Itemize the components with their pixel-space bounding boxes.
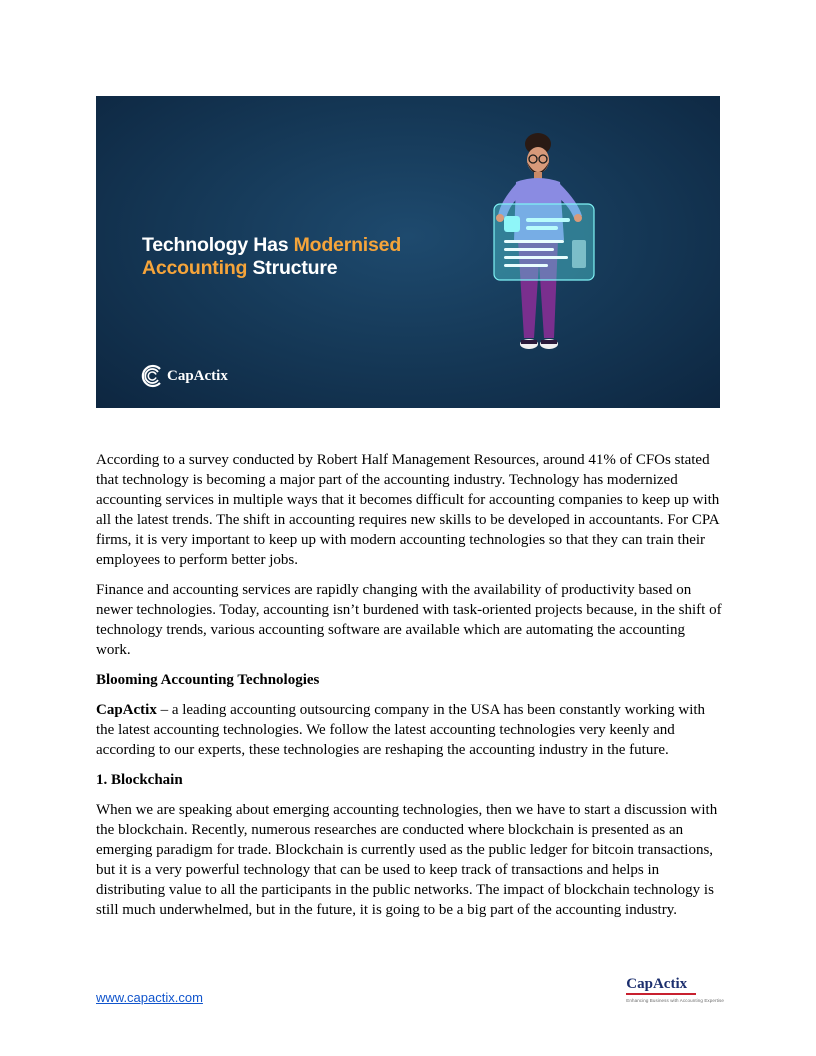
banner-title-highlight: Modernised [293, 234, 402, 256]
banner-title-part: Structure [247, 257, 338, 279]
article-body [96, 450, 722, 930]
banner-title [142, 234, 401, 280]
paragraph-finance: Finance and accounting services are rapidly changing with the availability of productivity based on newer technologies. Today, accounting isn’t burdened with task-oriented projects because, in the shift of technology trends, various accounting software are available which are automating the accounting work. [96, 582, 722, 658]
banner-logo-text: CapActix [167, 367, 228, 384]
capactix-swirl-icon [140, 364, 164, 388]
banner-title-highlight: Accounting [142, 257, 248, 279]
person-illustration [486, 132, 604, 372]
paragraph-intro: According to a survey conducted by Robert Half Management Resources, around 41% of CFOs stated that technology is becoming a major part of the accounting industry. Technology has modernized accounting services in multiple ways that it becomes difficult for accounting companies to keep up with all the latest trends. The shift in accounting requires new skills to be developed in accountants. For CPA firms, it is very important to keep up with modern accounting technologies so that they can train their employees to perform better jobs. [96, 452, 720, 568]
paragraph-capactix-text: – a leading accounting outsourcing company in the USA has been constantly working with the latest accounting technologies. We follow the latest accounting technologies very keenly and according to our experts, these technologies are reshaping the accounting industry in the future. [96, 702, 706, 758]
banner-title-part: Technology Has [142, 234, 294, 256]
website-link[interactable]: www.capactix.com [96, 990, 203, 1005]
section-heading: Blooming Accounting Technologies [96, 672, 320, 688]
footer-logo [624, 976, 724, 1008]
subsection-heading: 1. Blockchain [96, 772, 183, 788]
paragraph-capactix [96, 700, 722, 760]
footer-logo-tagline: Enhancing Business with Accounting Expertise [626, 997, 724, 1003]
footer-logo-underline [626, 993, 696, 995]
paragraph-blockchain: When we are speaking about emerging accounting technologies, then we have to start a discussion with the blockchain. Recently, numerous researches are conducted where blockchain is presented as an emerging paradigm for trade. Blockchain is currently used as the public ledger for bitcoin transactions, but it is a very powerful technology that can be used to keep track of transactions and helps in distributing value to all the participants in the public networks. The impact of blockchain technology is still much underwhelmed, but in the future, it is going to be a big part of the accounting industry. [96, 802, 718, 918]
footer-logo-text: CapActix [626, 976, 688, 992]
company-name: CapActix [96, 702, 157, 718]
banner-logo [140, 364, 228, 388]
hero-banner [96, 96, 720, 408]
